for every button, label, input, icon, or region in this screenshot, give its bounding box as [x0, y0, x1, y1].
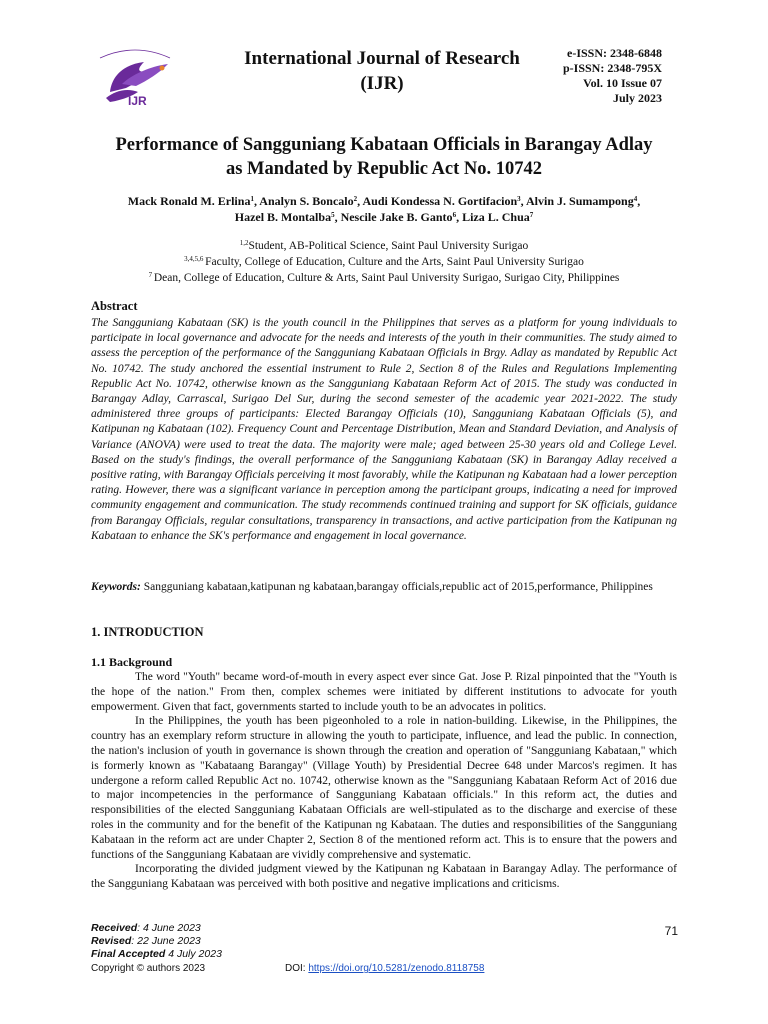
journal-title: [200, 46, 564, 96]
title-line-1: Performance of Sangguniang Kabataan Officials in Barangay Adlay: [115, 135, 653, 155]
paragraph: Incorporating the divided judgment viewed by the Katipunan ng Kabataan in Barangay Adlay. The performance of the Sangguniang Kabataan was perceived with both positive and negative implications and criticisms.: [91, 863, 677, 891]
journal-name: International Journal of Research: [244, 48, 520, 69]
author: Audi Kondessa N. Gortifacion$^3$,: [362, 194, 527, 208]
affiliation: $^{1,2}$Student, AB-Political Science, Saint Paul University Surigao: [239, 239, 529, 252]
article-dates: [91, 922, 222, 961]
keywords-text: Sangguniang kabataan,katipunan ng kabataan,barangay officials,republic act of 2015,performance, Philippines: [140, 581, 653, 593]
affiliation: $^{3,4,5,6}$ Faculty, College of Education, Culture and the Arts, Saint Paul University Surigao: [184, 255, 584, 268]
journal-abbrev: (IJR): [360, 73, 404, 94]
abstract-heading: Abstract: [91, 299, 138, 313]
affiliation: $^7$ Dean, College of Education, Culture & Arts, Saint Paul University Surigao, Surigao City, Philippines: [148, 271, 620, 284]
eissn: e-ISSN: 2348-6848: [567, 46, 662, 60]
section-heading: 1. INTRODUCTION: [91, 625, 204, 639]
received-date: Received: 4 June 2023: [91, 922, 201, 934]
author: Liza L. Chua$^7$: [462, 210, 534, 224]
author: Hazel B. Montalba$^5$,: [234, 210, 341, 224]
doi-link[interactable]: https://doi.org/10.5281/zenodo.8118758: [308, 963, 485, 974]
logo-text: IJR: [128, 94, 147, 108]
author: Mack Ronald M. Erlina$^1$,: [127, 194, 260, 208]
author: Analyn S. Boncalo$^2$,: [259, 194, 363, 208]
affiliations: [60, 238, 708, 286]
title-line-2: as Mandated by Republic Act No. 10742: [225, 159, 543, 179]
page-number: 71: [664, 924, 678, 938]
paragraph: In the Philippines, the youth has been pigeonholed to a role in nation-building. Likewise, in the Philippines, the country has an exemplary reform structure in allowing the youth to participate, influence, and lead the public. In connection, the nation's inclusion of youth in governance is shown through the creation and operation of "Sangguniang Kabataan," which is formerly known as "Kabataang Barangay" (Village Youth) by Presidential Decree 648 under Marcos's regimen. It has undergone a reform called Republic Act no. 10742, otherwise known as the "Sangguniang Kabataan Reform Act of 2016 due to major incompetencies in the performance of Sangguniang Kabataan officials." In this reform act, the duties and responsibilities of the elected Sangguniang Kabataan Officials are well-stipulated as to the discharge and exercise of these roles in the community and for the benefit of the Katipunan ng Kabataan. The duties and responsibilities of the Sangguniang Kabataan in the reform act are under Chapter 2, Section 8 of the mentioned reform act. This is to ensure that the powers and functions of the Sangguniang Kabataan are vividly comprehensive and systematic.: [91, 715, 677, 861]
copyright: Copyright © authors 2023: [91, 963, 206, 974]
abstract-text: The Sangguniang Kabataan (SK) is the youth council in the Philippines that serves as a platform for young individuals to participate in local governance and advocate for the needs and interests of the youth in their communities. The study aimed to assess the perception of the performance of the Sangguniang Kabataan Officials in Brgy. Adlay as mandated by Republic Act No. 10742. The study anchored the essential instrument to Rule 2, Section 8 of the Rules and Regulations Implementing Republic Act No. 10742, otherwise known as the Sangguniang Kabataan Reform Act of 2015. The study was conducted in Barangay Adlay, Carrascal, Surigao Del Sur, during the second semester of the academic year 2021-2022. The study administered three groups of participants: Elected Barangay Officials (10), Sangguniang Kabataan Officials (5), and Katipunan ng Kabataan (102). Frequency Count and Percentage Distribution, Mean and Standard Deviation, and Analysis of Variance (ANOVA) were used to treat the data. The majority were male; aged between 25-30 years old and College Level. Based on the study's findings, the overall performance of the Sangguniang Kabataan (SK) in Barangay Adlay received a positive rating, with Barangay Officials perceiving it most favorably, while the Katipunan ng Kabataan had a lower perception rating. However, there was a significant variance in perception among the participant groups, indicating a need for improved community engagement and communication. The study recommends continued training and support for SK officials, guidance from Barangay Officials, regular consultations, transparency in transactions, and active participation from the Katipunan ng Kabataan to enhance the SK's performance and engagement in local governance.: [91, 317, 677, 542]
journal-logo: [92, 44, 178, 114]
author-list: [70, 193, 698, 225]
doi: DOI: https://doi.org/10.5281/zenodo.8118758: [285, 963, 485, 974]
introduction-body: [91, 670, 677, 892]
author: Alvin J. Sumampong$^4$,: [526, 194, 641, 208]
author: Nescile Jake B. Ganto$^6$,: [340, 210, 463, 224]
subsection-heading: 1.1 Background: [91, 655, 173, 669]
volume-issue: Vol. 10 Issue 07: [583, 76, 662, 90]
revised-date: Revised: 22 June 2023: [91, 935, 201, 947]
issn-block: [563, 46, 662, 106]
accepted-date: Final Accepted 4 July 2023: [91, 948, 222, 960]
paragraph: The word "Youth" became word-of-mouth in every aspect ever since Gat. Jose P. Rizal pinpointed that the "Youth is the hope of the nation." From then, complex schemes were initiated by different institutions to advocate for youth empowerment. Given that fact, governments started to include youth to be an advocates in politics.: [91, 671, 677, 713]
keywords-label: Keywords:: [91, 581, 141, 593]
issue-date: July 2023: [612, 91, 662, 105]
paper-title: [60, 133, 708, 181]
keywords: [91, 580, 677, 595]
pissn: p-ISSN: 2348-795X: [562, 61, 662, 75]
